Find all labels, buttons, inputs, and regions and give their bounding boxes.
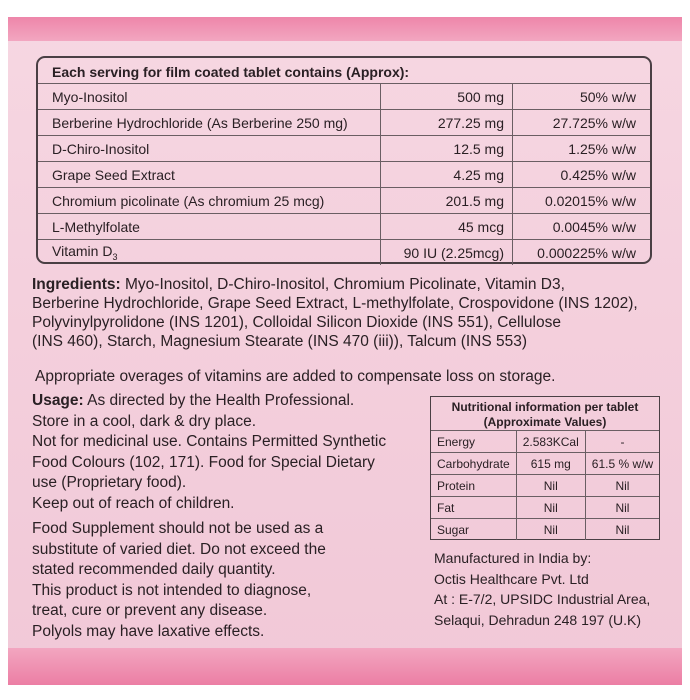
- composition-row: [38, 188, 650, 214]
- vitamin-d-name: Vitamin D: [52, 243, 113, 260]
- usage-line: [32, 391, 412, 412]
- composition-heading: Each serving for film coated tablet contains (Approx):: [52, 64, 410, 80]
- composition-row: [38, 110, 650, 136]
- composition-name: Chromium picolinate (As chromium 25 mcg): [38, 188, 381, 214]
- nutrition-row: [431, 519, 659, 541]
- nutrient-percent: Nil: [585, 519, 659, 541]
- notice-line: stated recommended daily quantity.: [32, 561, 276, 578]
- nutrient-value: 615 mg: [516, 453, 585, 475]
- nutrient-percent: Nil: [585, 497, 659, 519]
- composition-row: [38, 136, 650, 162]
- nutrition-row: [431, 453, 659, 475]
- ingredients-label: Ingredients:: [32, 276, 121, 293]
- composition-percent: 0.000225% w/w: [513, 240, 651, 266]
- composition-amount: 500 mg: [381, 84, 513, 110]
- nutrient-percent: -: [585, 431, 659, 453]
- usage-line: Food Colours (102, 171). Food for Special Dietary: [32, 453, 375, 471]
- ingredients-line: [32, 275, 662, 294]
- usage-line: Not for medicinal use. Contains Permitted Synthetic: [32, 433, 387, 450]
- nutrition-row: [431, 497, 659, 519]
- nutrient-value: Nil: [516, 475, 585, 497]
- notice-line: Polyols may have laxative effects.: [32, 622, 265, 640]
- usage-text: [32, 391, 412, 514]
- composition-row: [38, 240, 650, 266]
- top-pink-band: [8, 17, 682, 41]
- nutrition-title-line: (Approximate Values): [483, 415, 607, 429]
- composition-amount: 90 IU (2.25mcg): [381, 240, 513, 266]
- ingredients-line: Polyvinylpyrolidone (INS 1201), Colloidal Silicon Dioxide (INS 551), Cellulose: [32, 314, 561, 331]
- ingredients-line: (INS 460), Starch, Magnesium Stearate (INS 470 (iii)), Talcum (INS 553): [32, 333, 528, 350]
- composition-name: Berberine Hydrochloride (As Berberine 250 mg): [38, 110, 381, 136]
- composition-row: [38, 162, 650, 188]
- composition-percent: 0.425% w/w: [513, 162, 651, 188]
- composition-row: [38, 84, 650, 110]
- composition-name: D-Chiro-Inositol: [38, 136, 381, 162]
- manufacturer-info: [434, 548, 674, 630]
- nutrient-percent: Nil: [585, 475, 659, 497]
- supplement-notice: [32, 519, 412, 642]
- nutrient-value: 2.583KCal: [516, 431, 585, 453]
- manufacturer-line: Manufactured in India by:: [434, 550, 592, 566]
- nutrient-value: Nil: [516, 497, 585, 519]
- composition-percent: 1.25% w/w: [513, 136, 651, 162]
- composition-name: Grape Seed Extract: [38, 162, 381, 188]
- nutrient-value: Nil: [516, 519, 585, 541]
- nutrient-name: Protein: [431, 475, 516, 497]
- usage-line: Keep out of reach of children.: [32, 494, 235, 512]
- ingredients-text: [32, 275, 662, 351]
- overages-note: Appropriate overages of vitamins are added to compensate loss on storage.: [35, 368, 556, 385]
- ingredients-line: Berberine Hydrochloride, Grape Seed Extract, L-methylfolate, Crospovidone (INS 1202),: [32, 295, 638, 312]
- manufacturer-line: Octis Healthcare Pvt. Ltd: [434, 570, 589, 587]
- composition-amount: 4.25 mg: [381, 162, 513, 188]
- usage-label: Usage:: [32, 392, 84, 409]
- usage-line-text: As directed by the Health Professional.: [83, 392, 355, 409]
- notice-line: substitute of varied diet. Do not exceed the: [32, 540, 326, 558]
- composition-name: L-Methylfolate: [38, 214, 381, 240]
- ingredients-line-text: Myo-Inositol, D-Chiro-Inositol, Chromium Picolinate, Vitamin D3,: [120, 276, 565, 293]
- notice-line: This product is not intended to diagnose,: [32, 581, 312, 599]
- manufacturer-line: At : E-7/2, UPSIDC Industrial Area,: [434, 591, 651, 607]
- nutrient-name: Sugar: [431, 519, 516, 541]
- composition-amount: 277.25 mg: [381, 110, 513, 136]
- notice-line: treat, cure or prevent any disease.: [32, 602, 268, 619]
- nutrient-name: Energy: [431, 431, 516, 453]
- composition-amount: 45 mcg: [381, 214, 513, 240]
- composition-amount: 12.5 mg: [381, 136, 513, 162]
- nutrient-percent: 61.5 % w/w: [585, 453, 659, 475]
- bottom-pink-band: [8, 648, 682, 685]
- composition-name: Myo-Inositol: [38, 84, 381, 110]
- vitamin-d-subscript: 3: [112, 251, 118, 262]
- composition-percent: 0.0045% w/w: [513, 214, 651, 240]
- nutrient-name: Carbohydrate: [431, 453, 516, 475]
- nutrient-name: Fat: [431, 497, 516, 519]
- composition-percent: 27.725% w/w: [513, 110, 651, 136]
- composition-rows: [38, 83, 650, 265]
- nutrition-table: [430, 396, 660, 540]
- notice-line: Food Supplement should not be used as a: [32, 520, 324, 537]
- nutrition-rows: [431, 430, 659, 540]
- nutrition-title: [431, 397, 659, 430]
- manufacturer-line: Selaqui, Dehradun 248 197 (U.K): [434, 611, 642, 628]
- composition-table: [36, 56, 652, 264]
- composition-name: [38, 240, 381, 266]
- composition-percent: 0.02015% w/w: [513, 188, 651, 214]
- usage-line: Store in a cool, dark & dry place.: [32, 412, 257, 430]
- usage-line: use (Proprietary food).: [32, 474, 187, 491]
- composition-amount: 201.5 mg: [381, 188, 513, 214]
- composition-percent: 50% w/w: [513, 84, 651, 110]
- nutrition-row: [431, 475, 659, 497]
- composition-row: [38, 214, 650, 240]
- nutrition-row: [431, 431, 659, 453]
- nutrition-title-line: Nutritional information per tablet: [451, 400, 639, 414]
